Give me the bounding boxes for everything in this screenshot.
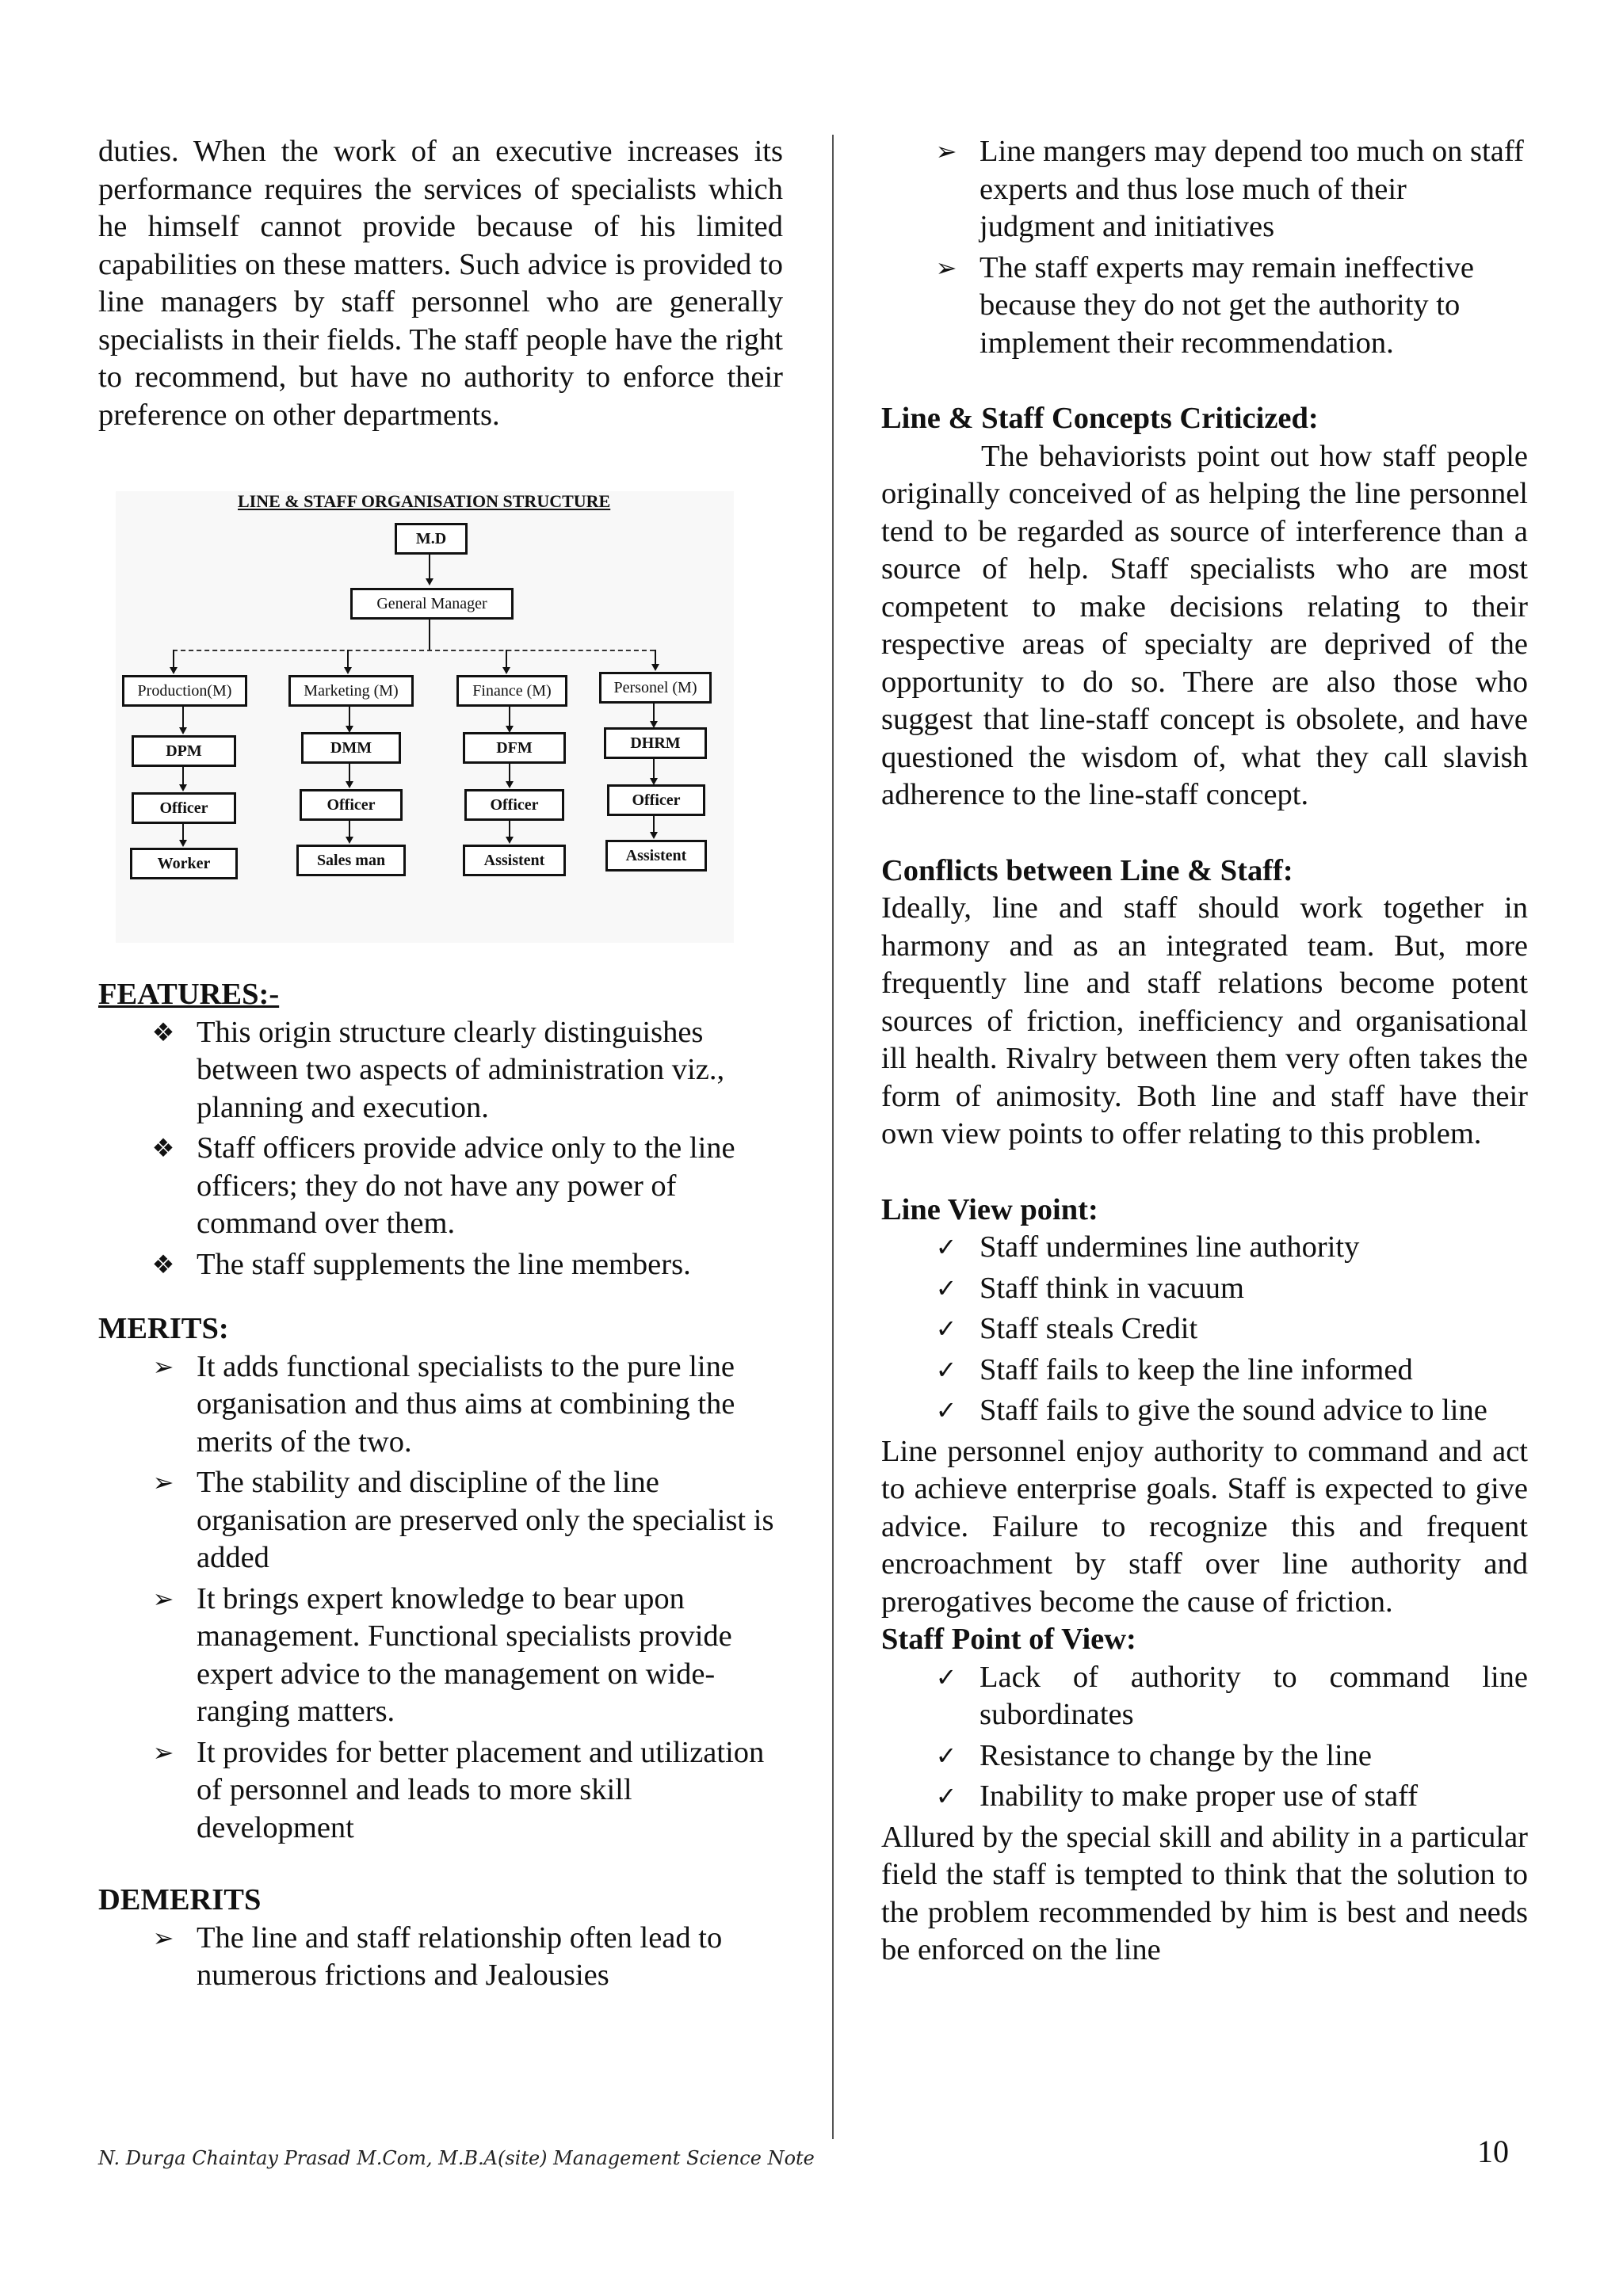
arrow-bullet-icon: ➢ xyxy=(935,137,957,166)
arrow-down-icon xyxy=(502,667,510,674)
node-dept-head: Marketing (M) xyxy=(288,675,414,707)
check-icon: ✓ xyxy=(935,1741,957,1770)
check-icon: ✓ xyxy=(935,1273,957,1302)
node-dept-head: Finance (M) xyxy=(456,675,567,707)
node-staff: Assistent xyxy=(605,840,707,871)
staff-dashed-line xyxy=(173,650,655,651)
arrow-down-icon xyxy=(170,667,178,674)
arrow-down-icon xyxy=(344,667,352,674)
node-officer: Officer xyxy=(300,789,403,821)
diamond-bullet-icon: ❖ xyxy=(151,1134,175,1162)
diamond-bullet-icon: ❖ xyxy=(151,1249,175,1279)
org-chart xyxy=(116,491,734,943)
node-sub-manager: DMM xyxy=(301,732,401,764)
list-item: ✓ Lack of authority to command line subordinates xyxy=(980,1659,1528,1734)
node-sub-manager: DFM xyxy=(463,732,566,764)
list-item: ✓ Staff steals Credit xyxy=(980,1310,1528,1348)
diamond-bullet-icon: ❖ xyxy=(151,1017,175,1047)
node-sub-manager: DPM xyxy=(132,735,236,767)
conflicts-paragraph: Ideally, line and staff should work together in harmony and as an integrated team. But, more frequently line and staff relations become potent sources of friction, inefficiency and organisational ill health. Rivalry between them very often takes the form of animosity. Both line and staff have their own view points to offer relating to this problem. xyxy=(881,891,1528,1150)
list-item: ✓ Resistance to change by the line xyxy=(980,1737,1528,1775)
check-icon: ✓ xyxy=(935,1355,957,1384)
demerits-heading: DEMERITS xyxy=(98,1883,262,1917)
list-item: ➢ The stability and discipline of the line organisation are preserved only the specialist is added xyxy=(197,1464,783,1577)
list-item: ✓ Staff undermines line authority xyxy=(980,1229,1528,1267)
node-sub-manager: DHRM xyxy=(604,727,707,759)
list-item: ➢ It adds functional specialists to the pure line organisation and thus aims at combining the merits of the two. xyxy=(197,1348,783,1462)
node-dept-head: Production(M) xyxy=(122,675,247,707)
arrow-bullet-icon: ➢ xyxy=(152,1584,174,1613)
list-item: ➢ It brings expert knowledge to bear upon management. Functional specialists provide expert advice to the management on wide-ranging matters. xyxy=(197,1581,783,1731)
features-list xyxy=(98,1014,783,1284)
node-officer: Officer xyxy=(132,792,236,824)
footer-author-note: N. Durga Chaintay Prasad M.Com, M.B.A(site) Management Science Note xyxy=(98,2147,815,2169)
list-item: ❖ This origin structure clearly distinguishes between two aspects of administration viz., planning and execution. xyxy=(197,1014,783,1127)
page-number: 10 xyxy=(1477,2134,1509,2169)
connector xyxy=(429,620,430,650)
line-view-paragraph: Line personnel enjoy authority to command and act to achieve enterprise goals. Staff is expected to give advice. Failure to recognize this and frequent encroachment by staff over line authority and prerogatives become the cause of friction. xyxy=(881,1434,1528,1619)
list-item: ❖ The staff supplements the line members. xyxy=(197,1246,783,1284)
merits-list xyxy=(98,1348,783,1848)
arrow-down-icon xyxy=(650,832,658,839)
connector xyxy=(429,555,430,582)
check-icon: ✓ xyxy=(935,1396,957,1425)
arrow-down-icon xyxy=(179,784,187,791)
node-officer: Officer xyxy=(464,789,564,821)
org-chart-title: LINE & STAFF ORGANISATION STRUCTURE xyxy=(238,491,611,511)
intro-paragraph: duties. When the work of an executive increases its performance requires the services of specialists which he himself cannot provide because of his limited capabilities on these matters. Such advice is provided to line managers by staff personnel who are generally specialists in their fields. The staff people have the right to recommend, but have no authority to enforce their preference on other departments. xyxy=(98,135,783,432)
staff-view-list xyxy=(881,1659,1528,1816)
line-view-heading: Line View point: xyxy=(881,1192,1098,1226)
node-general-manager: General Manager xyxy=(350,588,514,620)
arrow-bullet-icon: ➢ xyxy=(152,1468,174,1497)
arrow-bullet-icon: ➢ xyxy=(152,1737,174,1767)
arrow-down-icon xyxy=(426,578,433,585)
node-md: M.D xyxy=(395,523,468,555)
list-item: ✓ Inability to make proper use of staff xyxy=(980,1778,1528,1816)
list-item: ✓ Staff fails to give the sound advice to line xyxy=(980,1392,1528,1430)
column-divider xyxy=(832,135,834,2139)
criticized-paragraph: The behaviorists point out how staff people originally conceived of as helping the line personnel tend to be regarded as source of interference than a source of help. Staff specialists who are most competent to make decisions relating to their respective areas of specialty are deprived of the opportunity to do so. There are also those who suggest that line-staff concept is obsolete, and have questioned the wisdom of, what they call slavish adherence to the line-staff concept. xyxy=(881,439,1528,811)
staff-view-heading: Staff Point of View: xyxy=(881,1623,1136,1656)
merits-heading: MERITS: xyxy=(98,1312,229,1345)
node-dept-head: Personel (M) xyxy=(599,672,712,704)
left-column xyxy=(98,133,783,1998)
check-icon: ✓ xyxy=(935,1314,957,1343)
list-item: ➢ The staff experts may remain ineffective because they do not get the authority to implement their recommendation. xyxy=(980,250,1528,363)
check-icon: ✓ xyxy=(935,1782,957,1810)
arrow-bullet-icon: ➢ xyxy=(935,253,957,282)
arrow-down-icon xyxy=(346,781,353,788)
list-item: ✓ Staff fails to keep the line informed xyxy=(980,1352,1528,1390)
list-item: ❖ Staff officers provide advice only to the line officers; they do not have any power of command over them. xyxy=(197,1130,783,1243)
list-item: ➢ Line mangers may depend too much on staff experts and thus lose much of their judgment and initiatives xyxy=(980,133,1528,246)
arrow-down-icon xyxy=(506,781,514,788)
arrow-bullet-icon: ➢ xyxy=(152,1352,174,1381)
arrow-down-icon xyxy=(179,840,187,847)
list-item: ✓ Staff think in vacuum xyxy=(980,1270,1528,1308)
node-staff: Sales man xyxy=(296,845,406,876)
criticized-heading: Line & Staff Concepts Criticized: xyxy=(881,402,1319,435)
staff-view-paragraph: Allured by the special skill and ability in a particular field the staff is tempted to think that the solution to the problem recommended by him is best and needs be enforced on the line xyxy=(881,1820,1528,1966)
arrow-down-icon xyxy=(346,837,353,844)
arrow-bullet-icon: ➢ xyxy=(152,1923,174,1952)
node-staff: Worker xyxy=(130,848,238,879)
list-item: ➢ The line and staff relationship often lead to numerous frictions and Jealousies xyxy=(197,1920,783,1995)
arrow-down-icon xyxy=(506,837,514,844)
arrow-down-icon xyxy=(179,727,187,734)
node-staff: Assistent xyxy=(463,845,566,876)
right-column xyxy=(881,133,1528,1970)
list-item: ➢ It provides for better placement and utilization of personnel and leads to more skill development xyxy=(197,1734,783,1848)
arrow-down-icon xyxy=(651,664,659,671)
conflicts-heading: Conflicts between Line & Staff: xyxy=(881,853,1293,887)
features-heading: FEATURES:- xyxy=(98,978,280,1011)
check-icon: ✓ xyxy=(935,1233,957,1261)
node-officer: Officer xyxy=(607,784,705,816)
demerits-list-continued xyxy=(881,133,1528,362)
check-icon: ✓ xyxy=(935,1662,957,1691)
demerits-list xyxy=(98,1920,783,1995)
line-view-list xyxy=(881,1229,1528,1430)
